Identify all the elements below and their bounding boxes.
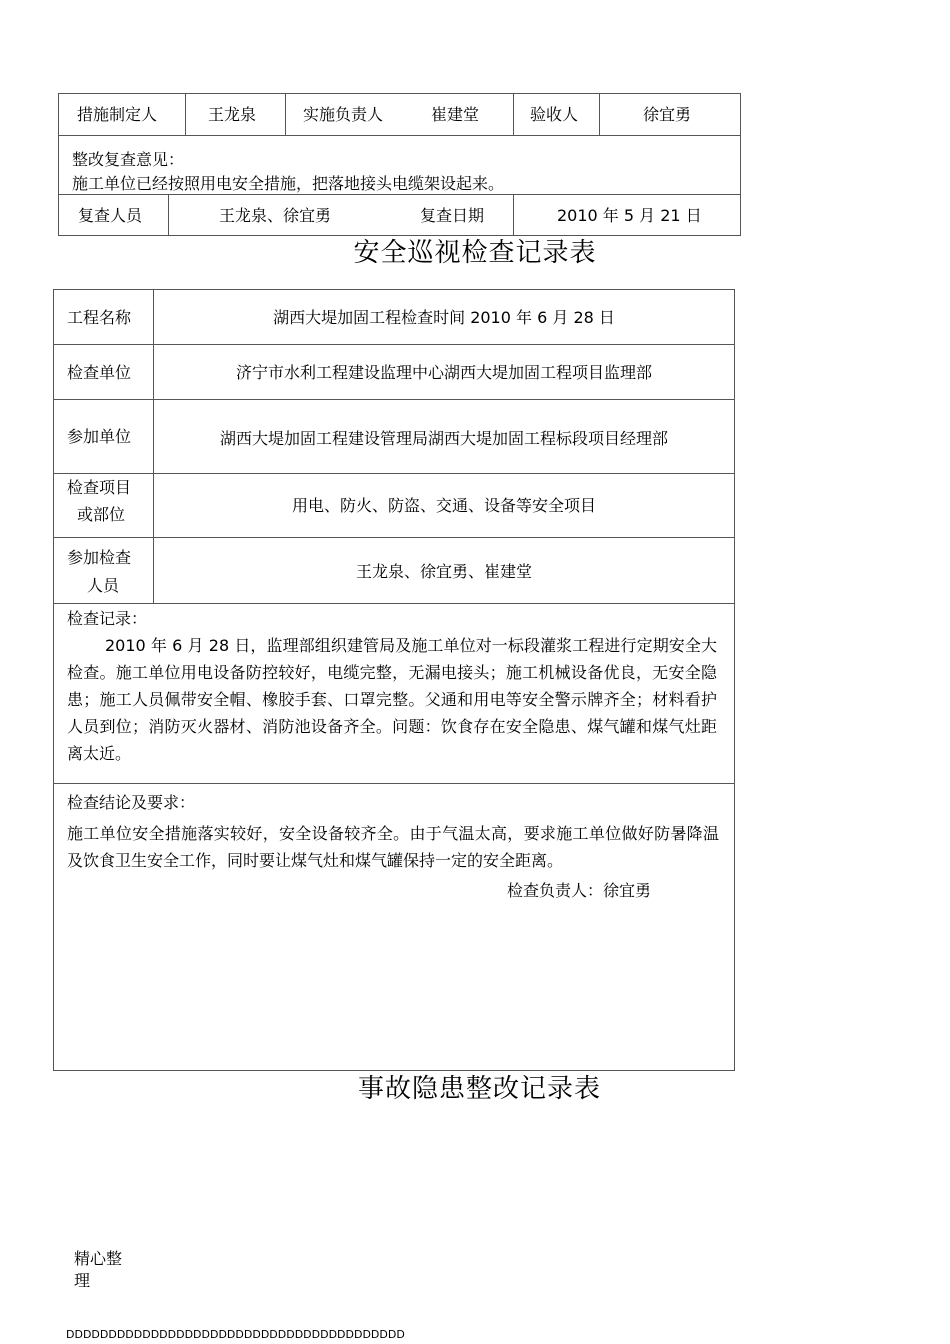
top-table-divider: [58, 135, 741, 136]
inspection-title: 安全巡视检查记录表: [353, 238, 597, 268]
implementer-label: 实施负责人: [303, 105, 384, 124]
row-divider: [53, 537, 735, 538]
acceptor-label: 验收人: [530, 105, 579, 124]
footer-note-line2: 理: [74, 1271, 91, 1290]
participating-unit-label: 参加单位: [67, 427, 132, 446]
row-divider: [53, 344, 735, 345]
cell-divider: [285, 93, 286, 135]
project-name-value: 湖西大堤加固工程检查时间 2010 年 6 月 28 日: [273, 308, 615, 327]
cell-divider: [185, 93, 186, 135]
review-heading: 整改复查意见：: [72, 150, 185, 169]
footer-note-line1: 精心整: [74, 1249, 123, 1268]
record-heading: 检查记录：: [67, 609, 148, 628]
record-text: 2010 年 6 月 28 日，监理部组织建管局及施工单位对一标段灌浆工程进行定期安全大检查。施工单位用电设备防控较好，电缆完整，无漏电接头；施工机械设备优良，无安全隐患；施工人员佩带安全帽、橡胶手套、口罩完整。父通和用电等安全警示牌齐全；材料看护人员到位；消防灭火器材、消防池设备齐全。问题：饮食存在安全隐患、煤气罐和煤气灶距离太近。: [67, 636, 717, 763]
cell-divider: [513, 93, 514, 135]
inspection-item-value: 用电、防火、防盗、交通、设备等安全项目: [291, 496, 596, 515]
row-divider: [53, 783, 735, 784]
participants-value: 王龙泉、徐宜勇、崔建堂: [355, 562, 532, 581]
acceptor-value: 徐宜勇: [643, 105, 692, 124]
cell-divider: [513, 194, 514, 236]
reviewer-label: 复查人员: [78, 206, 143, 225]
conclusion-heading: 检查结论及要求：: [67, 793, 196, 812]
top-table-divider: [58, 194, 741, 195]
inspecting-unit-value: 济宁市水利工程建设监理中心湖西大堤加固工程项目监理部: [235, 363, 652, 382]
cell-divider: [599, 93, 600, 135]
inspecting-unit-label: 检查单位: [67, 363, 132, 382]
row-divider: [53, 399, 735, 400]
inspection-signature: 检查负责人：徐宜勇: [507, 881, 652, 900]
implementer-value: 崔建堂: [431, 105, 480, 124]
inspection-item-label-line2: 或部位: [77, 505, 126, 524]
measure-maker-value: 王龙泉: [208, 105, 257, 124]
project-name-label: 工程名称: [67, 308, 132, 327]
review-date-label: 复查日期: [420, 206, 485, 225]
review-text: 施工单位已经按照用电安全措施，把落地接头电缆架设起来。: [72, 174, 505, 193]
cell-divider: [168, 194, 169, 236]
participants-label-line2: 人员: [87, 576, 120, 595]
footer-marks: DDDDDDDDDDDDDDDDDDDDDDDDDDDDDDDDDDDDDDDD: [66, 1328, 405, 1341]
conclusion-text: 施工单位安全措施落实较好，安全设备较齐全。由于气温太高，要求施工单位做好防暑降温及饮食卫生安全工作，同时要让煤气灶和煤气罐保持一定的安全距离。: [67, 824, 719, 870]
review-date-value: 2010 年 5 月 21 日: [557, 206, 702, 225]
hazard-rectification-title: 事故隐患整改记录表: [358, 1074, 602, 1104]
measure-maker-label: 措施制定人: [77, 105, 158, 124]
participants-label-line1: 参加检查: [67, 548, 132, 567]
reviewer-value: 王龙泉、徐宜勇: [219, 206, 332, 225]
inspection-item-label-line1: 检查项目: [67, 478, 132, 497]
row-divider: [53, 473, 735, 474]
participating-unit-value: 湖西大堤加固工程建设管理局湖西大堤加固工程标段项目经理部: [219, 429, 668, 448]
row-divider: [53, 603, 735, 604]
